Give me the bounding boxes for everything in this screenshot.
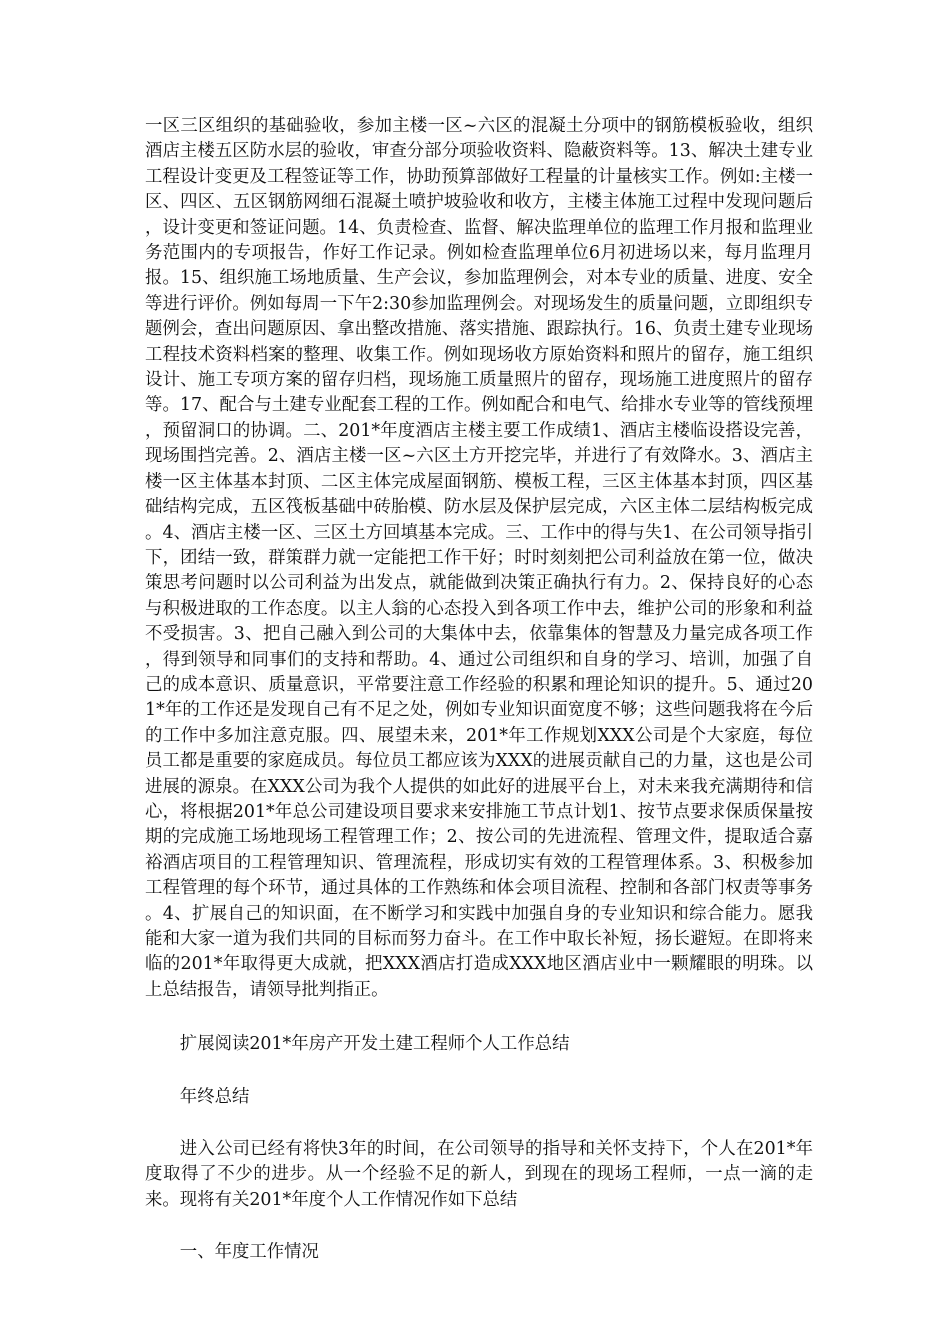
paragraph-spacer [145, 1003, 813, 1032]
document-content [145, 114, 813, 1266]
intro-paragraph: 进入公司已经有将快3年的时间，在公司领导的指导和关怀支持下，个人在201*年度取得了不少的进步。从一个经验不足的新人，到现在的现场工程师，一点一滴的走来。现将有关201*年度个人工作情况作如下总结 [145, 1139, 813, 1210]
section-heading-annual-work: 一、年度工作情况 [179, 1242, 319, 1263]
work-summary-body: 一区三区组织的基础验收，参加主楼一区~六区的混凝土分项中的钢筋模板验收，组织酒店主楼五区防水层的验收，审查分部分项验收资料、隐蔽资料等。13、解决土建专业工程设计变更及工程签证等工作，协助预算部做好工程量的计量核实工作。例如:主楼一区、四区、五区钢筋网细石混凝土喷护坡验收和收方，主楼主体施工过程中发现问题后，设计变更和签证问题。14、负责检查、监督、解决监理单位的监理工作月报和监理业务范围内的专项报告，作好工作记录。例如检查监理单位6月初进场以来，每月监理月报。15、组织施工场地质量、生产会议，参加监理例会，对本专业的质量、进度、安全等进行评价。例如每周一下午2:30参加监理例会。对现场发生的质量问题，立即组织专题例会，查出问题原因、拿出整改措施、落实措施、跟踪执行。16、负责土建专业现场工程技术资料档案的整理、收集工作。例如现场收方原始资料和照片的留存，施工组织设计、施工专项方案的留存归档，现场施工质量照片的留存，现场施工进度照片的留存等。17、配合与土建专业配套工程的工作。例如配合和电气、给排水专业等的管线预埋，预留洞口的协调。二、201*年度酒店主楼主要工作成绩1、酒店主楼临设搭设完善，现场围挡完善。2、酒店主楼一区~六区土方开挖完毕，并进行了有效降水。3、酒店主楼一区主体基本封顶、二区主体完成屋面钢筋、模板工程，三区主体基本封顶，四区基础结构完成，五区筏板基础中砖胎模、防水层及保护层完成，六区主体二层结构板完成。4、酒店主楼一区、三区土方回填基本完成。三、工作中的得与失1、在公司领导指引下，团结一致，群策群力就一定能把工作干好；时时刻刻把公司利益放在第一位，做决策思考问题时以公司利益为出发点，就能做到决策正确执行有力。2、保持良好的心态与积极进取的工作态度。以主人翁的心态投入到各项工作中去，维护公司的形象和利益不受损害。3、把自己融入到公司的大集体中去，依靠集体的智慧及力量完成各项工作，得到领导和同事们的支持和帮助。4、通过公司组织和自身的学习、培训，加强了自己的成本意识、质量意识，平常要注意工作经验的积累和理论知识的提升。5、通过201*年的工作还是发现自己有不足之处，例如专业知识面宽度不够；这些问题我将在今后的工作中多加注意克服。四、展望未来，201*年工作规划XXX公司是个大家庭，每位员工都是重要的家庭成员。每位员工都应该为XXX的进展贡献自己的力量，这也是公司进展的源泉。在XXX公司为我个人提供的如此好的进展平台上，对未来我充满期待和信心，将根据201*年总公司建设项目要求来安排施工节点计划1、按节点要求保质保量按期的完成施工场地现场工程管理工作；2、按公司的先进流程、管理文件，提取适合嘉裕酒店项目的工程管理知识、管理流程，形成切实有效的工程管理体系。3、积极参加工程管理的每个环节，通过具体的工作熟练和体会项目流程、控制和各部门权责等事务。4、扩展自己的知识面，在不断学习和实践中加强自身的专业知识和综合能力。愿我能和大家一道为我们共同的目标而努力奋斗。在工作中取长补短，扬长避短。在即将来临的201*年取得更大成就，把XXX酒店打造成XXX地区酒店业中一颗耀眼的明珠。以上总结报告，请领导批判指正。 [145, 116, 813, 1000]
paragraph-spacer [145, 1110, 813, 1137]
year-end-summary-subtitle: 年终总结 [179, 1086, 250, 1107]
paragraph-spacer [145, 1213, 813, 1240]
extended-reading-title: 扩展阅读201*年房产开发土建工程师个人工作总结 [179, 1034, 570, 1055]
paragraph-spacer [145, 1058, 813, 1085]
